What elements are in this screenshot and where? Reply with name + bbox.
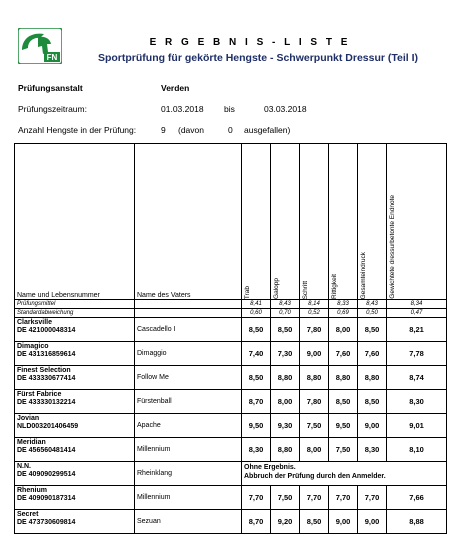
- stallion-name: Fürst Fabrice: [17, 391, 62, 398]
- stallion-cell: [15, 510, 135, 534]
- results-table: [14, 143, 447, 534]
- father-name: Apache: [135, 414, 242, 438]
- score-gesamt: 8,30: [358, 438, 387, 462]
- father-name: Dimaggio: [135, 342, 242, 366]
- logo-text: FN: [46, 53, 58, 62]
- stallion-cell: [15, 438, 135, 462]
- father-name: Fürstenball: [135, 390, 242, 414]
- no-result-note: Ohne Ergebnis. Abbruch der Prüfung durch den Anmelder.: [242, 462, 447, 486]
- abweichung-label: Standardabweichung: [15, 309, 135, 318]
- stallion-cell: [15, 342, 135, 366]
- table-row: [15, 318, 447, 342]
- col-father-header: Name des Vaters: [135, 144, 242, 300]
- stallion-cell: [15, 414, 135, 438]
- count-value: 9: [161, 125, 166, 135]
- score-gesamt: 7,60: [358, 342, 387, 366]
- mittel-value: 8,41: [242, 300, 271, 309]
- mittel-value: 8,34: [387, 300, 447, 309]
- father-name: Follow Me: [135, 366, 242, 390]
- stallion-cell: [15, 390, 135, 414]
- score-trab: 8,50: [242, 366, 271, 390]
- stallion-name: Rhenium: [17, 487, 47, 494]
- score-rittigkeit: 8,80: [329, 366, 358, 390]
- abweichung-value: 0,52: [300, 309, 329, 318]
- col-gesamt-header: Gesamteindruck: [358, 144, 387, 300]
- score-gesamt: 9,00: [358, 510, 387, 534]
- stallion-id: DE 433330677414: [17, 375, 76, 382]
- score-schritt: 9,00: [300, 342, 329, 366]
- father-name: Millennium: [135, 438, 242, 462]
- stallion-cell: [15, 486, 135, 510]
- score-trab: 8,70: [242, 390, 271, 414]
- period-bis: bis: [224, 104, 235, 114]
- score-endnote: 8,30: [387, 390, 447, 414]
- father-name: Sezuan: [135, 510, 242, 534]
- col-endnote-header: Gewichtete dressurbetonte Endnote: [387, 144, 447, 300]
- score-trab: 7,70: [242, 486, 271, 510]
- score-gesamt: 7,70: [358, 486, 387, 510]
- score-rittigkeit: 8,50: [329, 390, 358, 414]
- score-gesamt: 9,00: [358, 414, 387, 438]
- score-schritt: 8,00: [300, 438, 329, 462]
- col-name-header: Name und Lebensnummer: [15, 144, 135, 300]
- stallion-name: Secret: [17, 511, 39, 518]
- table-header-row: [15, 144, 447, 300]
- score-trab: 7,40: [242, 342, 271, 366]
- stallion-id: DE 421000048314: [17, 327, 76, 334]
- table-row: [15, 390, 447, 414]
- score-endnote: 9,01: [387, 414, 447, 438]
- col-schritt-header: Schritt: [300, 144, 329, 300]
- stallion-name: Dimagico: [17, 343, 49, 350]
- stallion-id: DE 456560481414: [17, 447, 76, 454]
- institution-value: Verden: [161, 83, 190, 93]
- score-endnote: 8,10: [387, 438, 447, 462]
- stallion-name: Jovian: [17, 415, 40, 422]
- count-label: Anzahl Hengste in der Prüfung:: [18, 125, 137, 135]
- stallion-id: NLD003201406459: [17, 423, 79, 430]
- page-title: E R G E B N I S - L I S T E: [149, 37, 351, 48]
- table-row: [15, 342, 447, 366]
- father-name: Rheinklang: [135, 462, 242, 486]
- score-galopp: 9,20: [271, 510, 300, 534]
- result-rows: [15, 318, 447, 534]
- score-galopp: 8,80: [271, 366, 300, 390]
- score-galopp: 9,30: [271, 414, 300, 438]
- score-schritt: 8,50: [300, 510, 329, 534]
- stallion-id: DE 473730609814: [17, 519, 76, 526]
- score-trab: 8,70: [242, 510, 271, 534]
- table-row: [15, 510, 447, 534]
- score-galopp: 8,50: [271, 318, 300, 342]
- score-rittigkeit: 9,00: [329, 510, 358, 534]
- period-start: 01.03.2018: [161, 104, 204, 114]
- count-davon: (davon: [178, 125, 204, 135]
- stallion-name: Finest Selection: [17, 367, 71, 374]
- score-schritt: 7,80: [300, 318, 329, 342]
- score-rittigkeit: 8,00: [329, 318, 358, 342]
- col-trab-header: Trab: [242, 144, 271, 300]
- stallion-id: DE 409090299514: [17, 471, 76, 478]
- score-rittigkeit: 7,60: [329, 342, 358, 366]
- table-row: [15, 462, 447, 486]
- score-gesamt: 8,80: [358, 366, 387, 390]
- col-rittigkeit-header: Rittigkeit: [329, 144, 358, 300]
- table-row: [15, 486, 447, 510]
- score-gesamt: 8,50: [358, 318, 387, 342]
- fn-logo: [18, 28, 62, 64]
- score-endnote: 7,78: [387, 342, 447, 366]
- stallion-name: Meridian: [17, 439, 46, 446]
- score-endnote: 8,88: [387, 510, 447, 534]
- score-galopp: 7,30: [271, 342, 300, 366]
- father-name: Millennium: [135, 486, 242, 510]
- score-endnote: 8,74: [387, 366, 447, 390]
- stallion-cell: [15, 462, 135, 486]
- abweichung-row: [15, 309, 447, 318]
- mittel-value: 8,33: [329, 300, 358, 309]
- score-schritt: 8,80: [300, 366, 329, 390]
- page-subtitle: Sportprüfung für gekörte Hengste - Schwerpunkt Dressur (Teil I): [97, 52, 419, 64]
- mittel-value: 8,43: [271, 300, 300, 309]
- stallion-id: DE 409090187314: [17, 495, 76, 502]
- score-rittigkeit: 7,70: [329, 486, 358, 510]
- score-trab: 8,30: [242, 438, 271, 462]
- abweichung-value: 0,50: [358, 309, 387, 318]
- score-rittigkeit: 7,50: [329, 438, 358, 462]
- score-gesamt: 8,50: [358, 390, 387, 414]
- abweichung-value: 0,60: [242, 309, 271, 318]
- table-row: [15, 366, 447, 390]
- score-schritt: 7,50: [300, 414, 329, 438]
- score-galopp: 8,80: [271, 438, 300, 462]
- institution-label: Prüfungsanstalt: [18, 83, 83, 93]
- table-row: [15, 438, 447, 462]
- score-galopp: 7,50: [271, 486, 300, 510]
- table-row: [15, 414, 447, 438]
- stallion-cell: [15, 366, 135, 390]
- score-trab: 9,50: [242, 414, 271, 438]
- period-end: 03.03.2018: [264, 104, 307, 114]
- score-schritt: 7,80: [300, 390, 329, 414]
- mittel-label: Prüfungsmittel: [15, 300, 135, 309]
- mittel-value: 8,43: [358, 300, 387, 309]
- score-trab: 8,50: [242, 318, 271, 342]
- stallion-cell: [15, 318, 135, 342]
- father-name: Cascadello I: [135, 318, 242, 342]
- col-galopp-header: Galopp: [271, 144, 300, 300]
- stallion-id: DE 433330132214: [17, 399, 76, 406]
- score-galopp: 8,00: [271, 390, 300, 414]
- score-endnote: 8,21: [387, 318, 447, 342]
- mittel-row: [15, 300, 447, 309]
- count-failed: 0: [228, 125, 233, 135]
- abweichung-value: 0,70: [271, 309, 300, 318]
- mittel-value: 8,14: [300, 300, 329, 309]
- stallion-name: Clarksville: [17, 319, 53, 326]
- period-label: Prüfungszeitraum:: [18, 104, 87, 114]
- score-endnote: 7,66: [387, 486, 447, 510]
- abweichung-value: 0,69: [329, 309, 358, 318]
- score-rittigkeit: 9,50: [329, 414, 358, 438]
- score-schritt: 7,70: [300, 486, 329, 510]
- stallion-name: N.N.: [17, 463, 31, 470]
- abweichung-value: 0,47: [387, 309, 447, 318]
- stallion-id: DE 431316859614: [17, 351, 76, 358]
- count-failed-label: ausgefallen): [244, 125, 291, 135]
